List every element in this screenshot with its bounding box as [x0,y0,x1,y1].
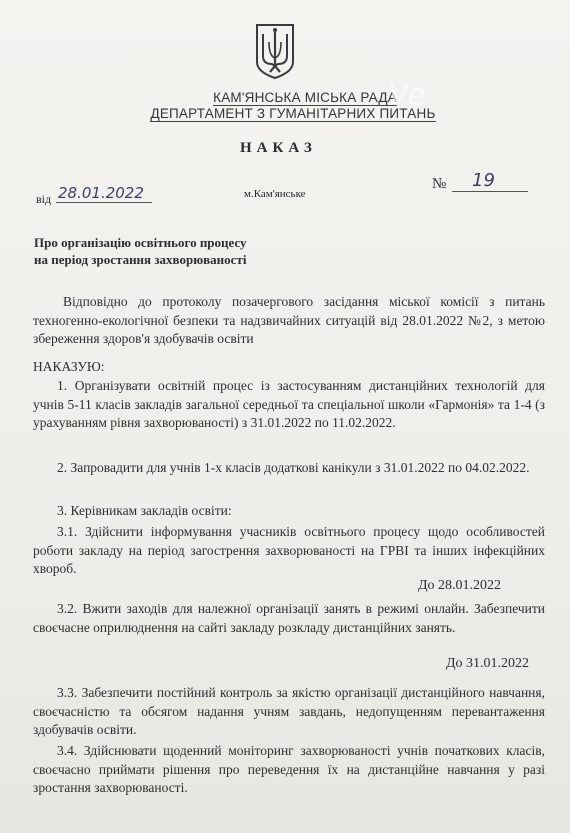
item-3: 3. Керівникам закладів освіти: [57,503,232,518]
number-label: № [432,176,447,192]
document-title: НАКАЗ [240,140,317,156]
deadline-2: До 31.01.2022 [446,656,530,671]
item-3-1: 3.1. Здійснити інформування учасників освітнього процесу щодо особливостей роботи закладу на період загострення захворюваності на ГРВІ та інших інфекційних хвороб. [33,524,545,576]
number-value: 19 [452,170,528,192]
city-label: м.Кам'янське [244,188,306,200]
watermark: Ve [388,78,428,113]
subject-line-1: Про організацію освітнього процесу [34,235,247,250]
subject-heading [34,234,247,268]
department-name: ДЕПАРТАМЕНТ З ГУМАНІТАРНИХ ПИТАНЬ [150,106,436,121]
item-2: 2. Запровадити для учнів 1-х класів додаткові канікули з 31.01.2022 по 04.02.2022. [57,460,530,475]
item-3-4: 3.4. Здійснювати щоденний моніторинг захворюваності учнів початкових класів, своєчасно приймати рішення про переведення їх на дистанційне навчання у разі зростання захворюваності. [33,743,545,795]
trident-emblem-icon [254,22,296,80]
deadline-1: До 28.01.2022 [418,578,502,593]
item-3-3: 3.3. Забезпечити постійний контроль за якістю організації дистанційного навчання, своєчасністю та обсягом надання учням завдань, недопущенням перевантаження здобувачів освіти. [33,685,545,737]
item-1: 1. Організувати освітній процес із застосуванням дистанційних технологій для учнів 5-11 класів закладів загальної середньої та спеціальної школи «Гармонія» та 1-4 (з урахуванням рівня захворюваності) з 31.01.2022 по 11.02.2022. [33,378,545,430]
org-name: КАМ'ЯНСЬКА МІСЬКА РАДА [213,90,397,105]
date-value: 28.01.2022 [56,184,152,203]
order-word: НАКАЗУЮ: [33,359,105,374]
subject-line-2: на період зростання захворюваності [34,252,247,267]
date-label: від [36,192,52,206]
item-3-2: 3.2. Вжити заходів для належної організації занять в режимі онлайн. Забезпечити своєчасне оприлюднення на сайті закладу розкладу дистанційних занять. [33,601,545,635]
preamble-paragraph: Відповідно до протоколу позачергового засідання міської комісії з питань техногенно-екологічної безпеки та надзвичайних ситуацій від 28.01.2022 №2, з метою збереження здоров'я здобувачів освіти [33,294,545,346]
